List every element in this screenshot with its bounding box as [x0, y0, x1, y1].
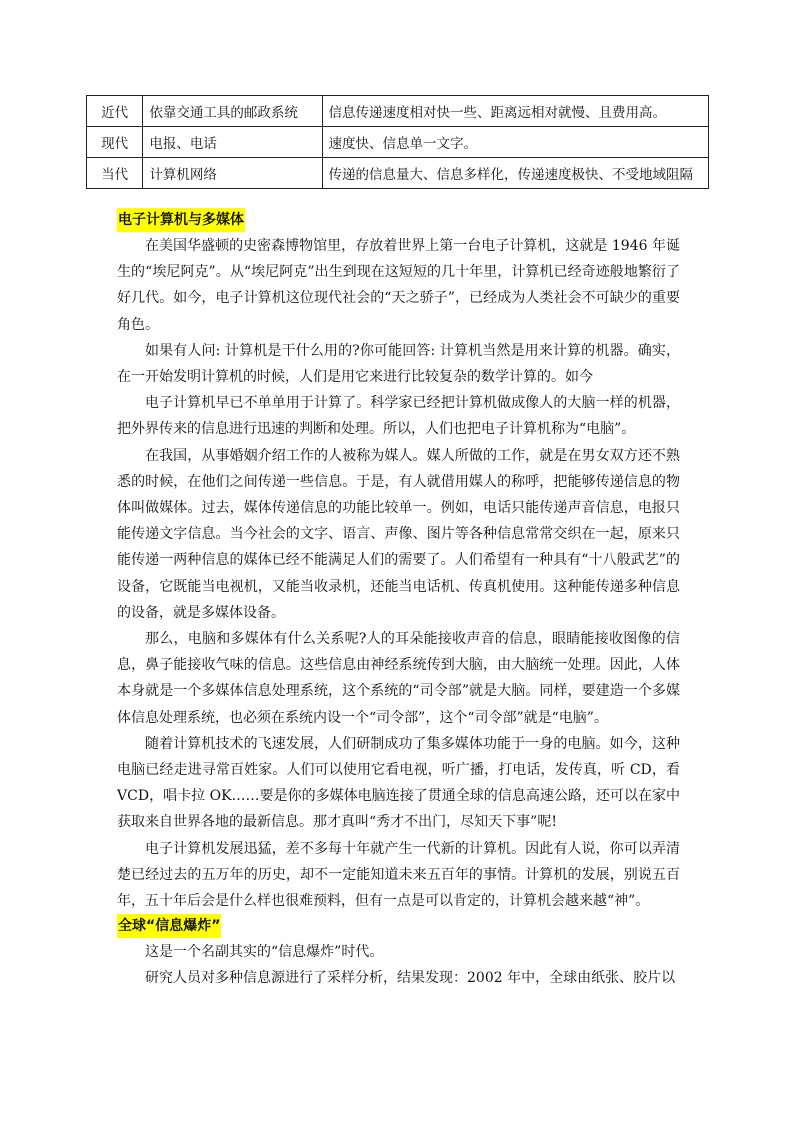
- table-row: [87, 96, 709, 127]
- paragraph: 这是一个名副其实的“信息爆炸”时代。: [145, 944, 384, 961]
- description-cell: 速度快、信息单一文字。: [322, 127, 709, 158]
- medium-cell: 计算机网络: [143, 158, 322, 189]
- era-cell: 现代: [87, 127, 143, 158]
- description-cell: 信息传递速度相对快一些、距离远相对就慢、且费用高。: [322, 96, 709, 127]
- paragraph: 那么，电脑和多媒体有什么关系呢?人的耳朵能接收声音的信息，眼睛能接收图像的信息，鼻子能接收气味的信息。这些信息由神经系统传到大脑，由大脑统一处理。因此，人体本身就是一个多媒体信息处理系统，这个系统的“司令部”就是大脑。同样，要建造一个多媒体信息处理系统，也必须在系统内设一个“司令部”，这个“司令部”就是“电脑”。: [117, 631, 680, 726]
- info-transmission-table: [86, 95, 709, 189]
- paragraph: 如果有人问: 计算机是干什么用的?你可能回答: 计算机当然是用来计算的机器。确实，在一开始发明计算机的时候，人们是用它来进行比较复杂的数学计算的。如今: [117, 342, 680, 386]
- paragraph: 随着计算机技术的飞速发展，人们研制成功了集多媒体功能于一身的电脑。如今，这种电脑已经走进寻常百姓家。人们可以使用它看电视，听广播，打电话，发传真，听 CD，看 VCD，唱卡拉 OK……要是你的多媒体电脑连接了贯通全球的信息高速公路，还可以在家中获取来自世界各地的最新信息。那才真叫“秀才不出门，尽知天下事”呢!: [117, 735, 680, 831]
- section-heading: 全球“信息爆炸”: [117, 914, 221, 938]
- paragraph: 电子计算机早已不单单用于计算了。科学家已经把计算机做成像人的大脑一样的机器，把外界传来的信息进行迅速的判断和处理。所以，人们也把电子计算机称为“电脑”。: [117, 395, 680, 438]
- description-cell: 传递的信息量大、信息多样化，传递速度极快、不受地域阻隔: [322, 158, 709, 189]
- table-row: [87, 158, 709, 189]
- era-cell: 当代: [87, 158, 143, 189]
- medium-cell: 依靠交通工具的邮政系统: [143, 96, 322, 127]
- article-body: [117, 208, 680, 992]
- medium-cell: 电报、电话: [143, 127, 322, 158]
- paragraph: 在美国华盛顿的史密森博物馆里，存放着世界上第一台电子计算机，这就是 1946 年诞生的“埃尼阿克”。从“埃尼阿克”出生到现在这短短的几十年里，计算机已经奇迹般地繁衍了好几代。如今，电子计算机这位现代社会的“天之骄子”，已经成为人类社会不可缺少的重要角色。: [117, 238, 680, 333]
- table-row: [87, 127, 709, 158]
- era-cell: 近代: [87, 96, 143, 127]
- paragraph: 在我国，从事婚姻介绍工作的人被称为媒人。媒人所做的工作，就是在男女双方还不熟悉的时候，在他们之间传递一些信息。于是，有人就借用媒人的称呼，把能够传递信息的物体叫做媒体。过去，媒体传递信息的功能比较单一。例如，电话只能传递声音信息，电报只能传递文字信息。当今社会的文字、语言、声像、图片等各种信息常常交织在一起，原来只能传递一两种信息的媒体已经不能满足人们的需要了。人们希望有一种具有“十八般武艺”的设备，它既能当电视机，又能当收录机，还能当电话机、传真机使用。这种能传递多种信息的设备，就是多媒体设备。: [117, 447, 680, 621]
- paragraph: 研究人员对多种信息源进行了采样分析，结果发现：2002 年中，全球由纸张、胶片以: [145, 970, 676, 987]
- paragraph: 电子计算机发展迅猛，差不多每十年就产生一代新的计算机。因此有人说，你可以弄清楚已经过去的五万年的历史，却不一定能知道未来五百年的事情。计算机的发展，别说五百年，五十年后会是什么样也很难预料，但有一点是可以肯定的，计算机会越来越“神”。: [117, 840, 680, 910]
- section-heading: 电子计算机与多媒体: [117, 208, 245, 232]
